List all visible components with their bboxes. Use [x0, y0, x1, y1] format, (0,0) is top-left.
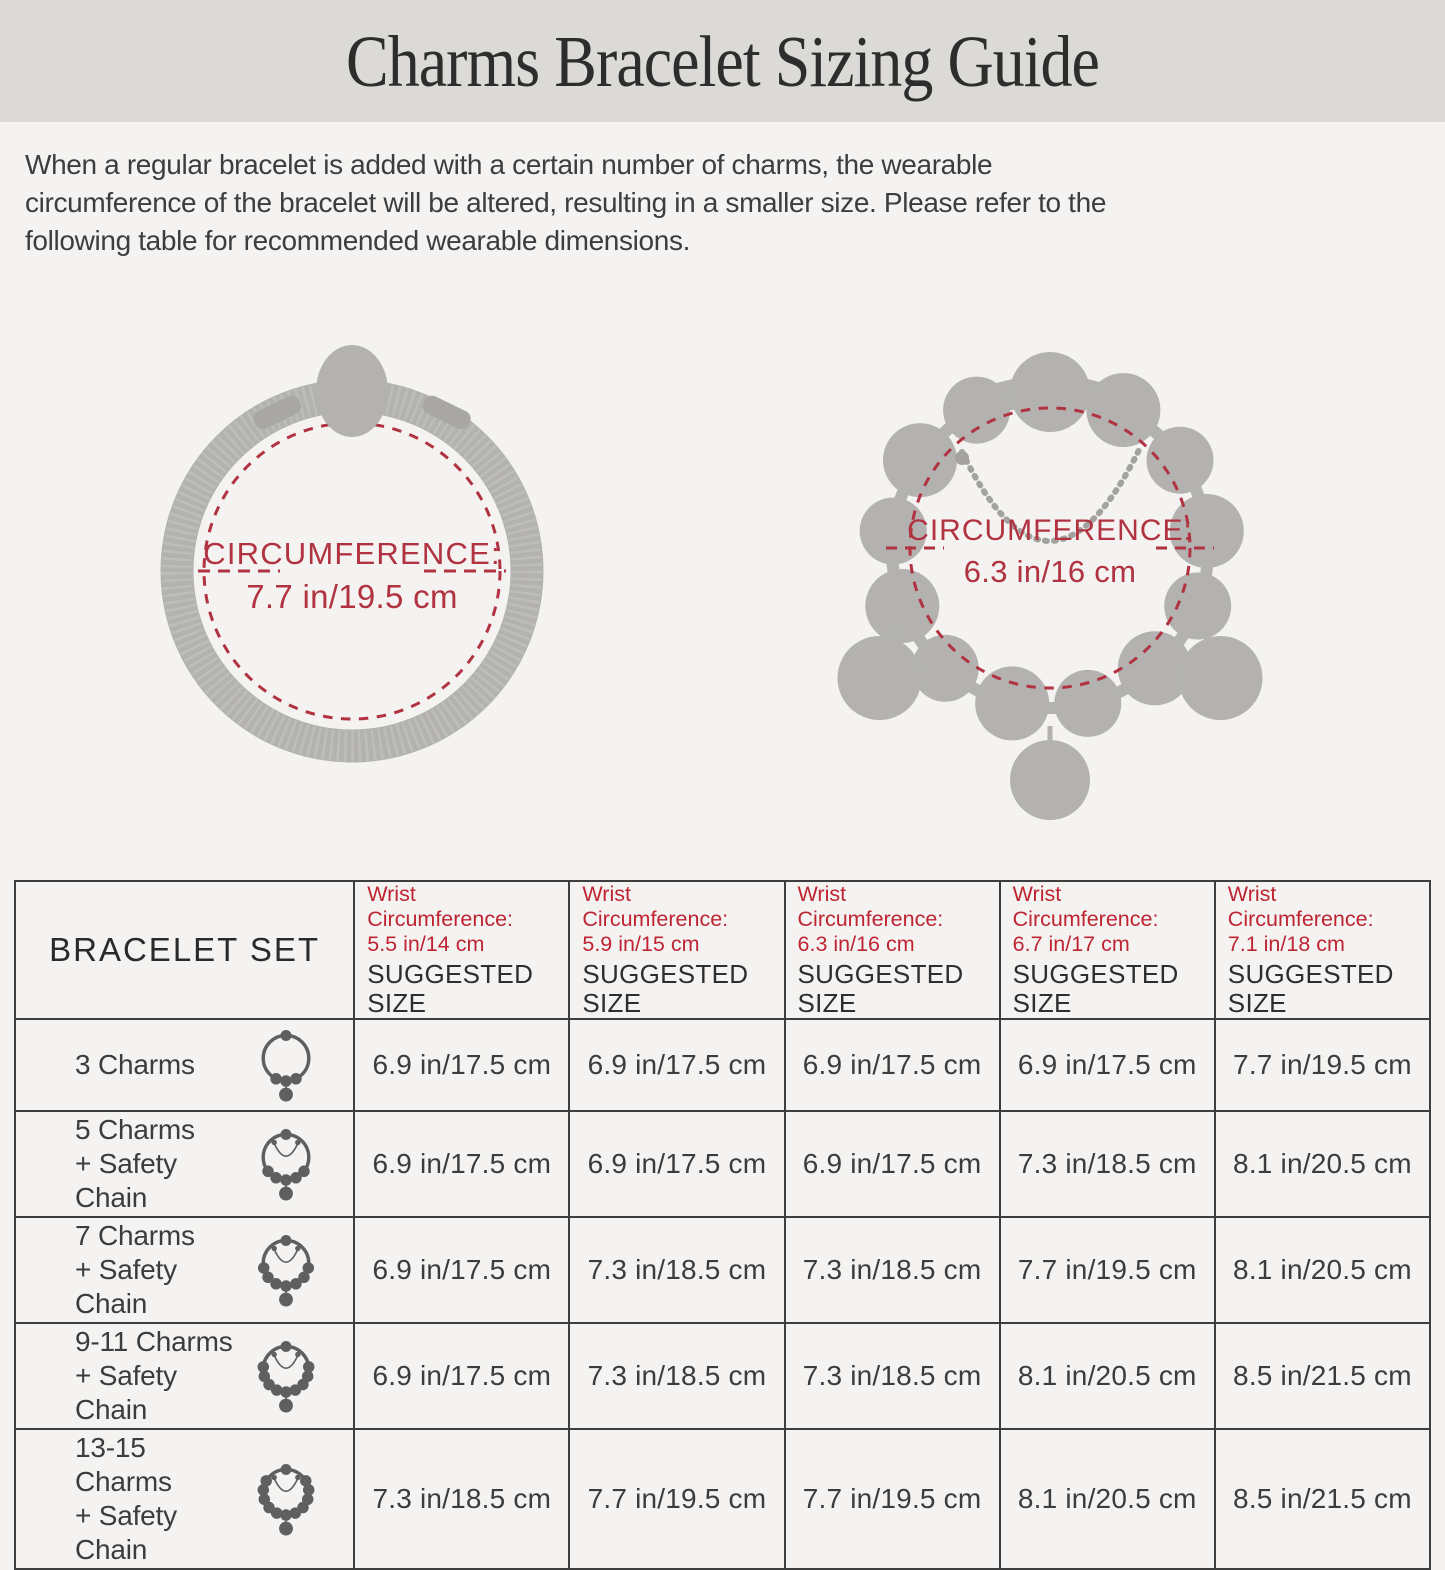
circumference-label: CIRCUMFERENCE:	[907, 514, 1193, 547]
bracelet-13-15-charms-icon	[248, 1455, 324, 1543]
wrist-circumference-value: 7.1 in/18 cm	[1227, 932, 1345, 956]
suggested-size-value: 6.9 in/17.5 cm	[354, 1111, 569, 1217]
suggested-size-value: 6.9 in/17.5 cm	[785, 1019, 1000, 1111]
intro-line-3: following table for recommended wearable dimensions.	[25, 225, 691, 256]
suggested-size-label: SUGGESTED SIZE	[1227, 959, 1394, 1018]
circumference-value: 7.7 in/19.5 cm	[246, 578, 458, 615]
table-header-row	[15, 881, 1430, 1019]
suggested-size-label: SUGGESTED SIZE	[582, 959, 749, 1018]
intro-text	[25, 146, 1425, 260]
wrist-column-header-5	[1215, 881, 1430, 1019]
suggested-size-value: 8.1 in/20.5 cm	[1000, 1429, 1215, 1569]
suggested-size-value: 6.9 in/17.5 cm	[569, 1111, 784, 1217]
row-label: 9-11 Charms + Safety Chain	[75, 1326, 233, 1425]
page-header	[0, 0, 1445, 122]
suggested-size-value: 7.3 in/18.5 cm	[785, 1217, 1000, 1323]
bracelet-set-cell	[15, 1217, 354, 1323]
suggested-size-value: 7.3 in/18.5 cm	[1000, 1111, 1215, 1217]
wrist-circumference-label: Wrist Circumference:	[1227, 882, 1374, 931]
wrist-circumference-value: 5.9 in/15 cm	[582, 932, 700, 956]
bracelet-set-cell	[15, 1111, 354, 1217]
wrist-column-header-3	[785, 881, 1000, 1019]
wrist-circumference-label: Wrist Circumference:	[582, 882, 729, 931]
suggested-size-value: 8.5 in/21.5 cm	[1215, 1429, 1430, 1569]
wrist-column-header-4	[1000, 881, 1215, 1019]
row-label: 7 Charms + Safety Chain	[75, 1220, 195, 1319]
bracelet-set-header: BRACELET SET	[15, 881, 354, 1019]
bracelet-set-cell	[15, 1323, 354, 1429]
wrist-circumference-label: Wrist Circumference:	[367, 882, 513, 931]
suggested-size-value: 7.3 in/18.5 cm	[785, 1323, 1000, 1429]
suggested-size-value: 8.1 in/20.5 cm	[1215, 1111, 1430, 1217]
bracelet-5-charms-icon	[248, 1120, 324, 1208]
sizing-table	[14, 880, 1431, 1570]
suggested-size-value: 7.7 in/19.5 cm	[785, 1429, 1000, 1569]
suggested-size-value: 6.9 in/17.5 cm	[354, 1019, 569, 1111]
table-row-5	[15, 1429, 1430, 1569]
bracelet-set-cell	[15, 1019, 354, 1111]
table-row-1	[15, 1019, 1430, 1111]
row-label: 5 Charms + Safety Chain	[75, 1114, 195, 1213]
wrist-circumference-label: Wrist Circumference:	[1012, 882, 1159, 931]
circumference-value: 6.3 in/16 cm	[963, 554, 1137, 589]
suggested-size-label: SUGGESTED SIZE	[1012, 959, 1179, 1018]
table-row-2	[15, 1111, 1430, 1217]
plain-bracelet-diagram	[52, 286, 672, 846]
bracelet-7-charms-icon	[248, 1226, 324, 1314]
suggested-size-value: 6.9 in/17.5 cm	[785, 1111, 1000, 1217]
wrist-circumference-value: 5.5 in/14 cm	[367, 932, 485, 956]
suggested-size-value: 6.9 in/17.5 cm	[1000, 1019, 1215, 1111]
bracelet-3-charms-icon	[248, 1021, 324, 1109]
wrist-circumference-value: 6.7 in/17 cm	[1012, 932, 1130, 956]
suggested-size-value: 8.5 in/21.5 cm	[1215, 1323, 1430, 1429]
bracelet-clasp	[316, 345, 388, 437]
wrist-column-header-2	[569, 881, 784, 1019]
suggested-size-value: 7.3 in/18.5 cm	[569, 1217, 784, 1323]
diagrams-row	[0, 286, 1445, 870]
suggested-size-value: 8.1 in/20.5 cm	[1000, 1323, 1215, 1429]
suggested-size-value: 7.3 in/18.5 cm	[569, 1323, 784, 1429]
suggested-size-value: 7.3 in/18.5 cm	[354, 1429, 569, 1569]
suggested-size-label: SUGGESTED SIZE	[797, 959, 964, 1018]
suggested-size-value: 6.9 in/17.5 cm	[569, 1019, 784, 1111]
suggested-size-value: 6.9 in/17.5 cm	[354, 1217, 569, 1323]
table-row-3	[15, 1217, 1430, 1323]
suggested-size-value: 8.1 in/20.5 cm	[1215, 1217, 1430, 1323]
circumference-label: CIRCUMFERENCE:	[203, 536, 501, 571]
wrist-circumference-label: Wrist Circumference:	[797, 882, 944, 931]
suggested-size-value: 7.7 in/19.5 cm	[1000, 1217, 1215, 1323]
page-title: Charms Bracelet Sizing Guide	[346, 19, 1099, 102]
intro-line-1: When a regular bracelet is added with a certain number of charms, the wearable	[25, 149, 993, 180]
suggested-size-value: 7.7 in/19.5 cm	[569, 1429, 784, 1569]
suggested-size-label: SUGGESTED SIZE	[367, 959, 534, 1018]
wrist-circumference-value: 6.3 in/16 cm	[797, 932, 915, 956]
table-row-4	[15, 1323, 1430, 1429]
wrist-column-header-1	[354, 881, 569, 1019]
bracelet-9-11-charms-icon	[248, 1332, 324, 1420]
charm-bracelet-diagram	[710, 280, 1390, 864]
suggested-size-value: 6.9 in/17.5 cm	[354, 1323, 569, 1429]
row-label: 13-15 Charms + Safety Chain	[75, 1432, 177, 1565]
suggested-size-value: 7.7 in/19.5 cm	[1215, 1019, 1430, 1111]
intro-line-2: circumference of the bracelet will be altered, resulting in a smaller size. Please refer to the	[25, 187, 1107, 218]
row-label: 3 Charms	[75, 1049, 195, 1080]
bracelet-set-cell	[15, 1429, 354, 1569]
